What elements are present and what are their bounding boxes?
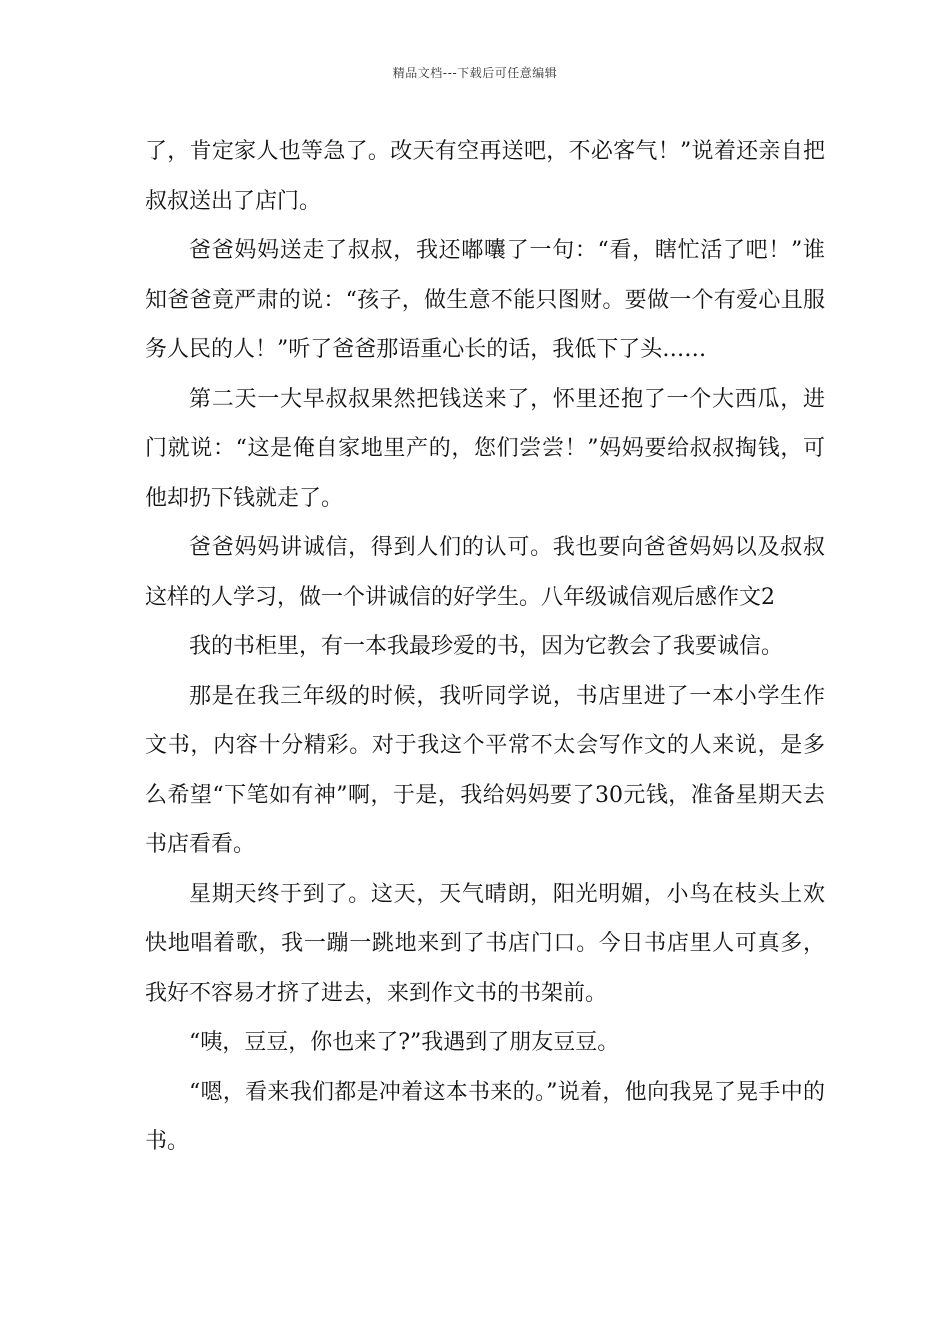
paragraph: 我的书柜里，有一本我最珍爱的书，因为它教会了我要诚信。 xyxy=(189,634,784,659)
paragraph: 第二天一大早叔叔果然把钱送来了，怀里还抱了一个大西瓜，进门就说：“这是俺自家地里产的，您们尝尝！”妈妈要给叔叔掏钱，可他却扔下钱就走了。 xyxy=(145,386,825,511)
page-header: 精品文档---下载后可任意编辑 xyxy=(392,66,558,80)
paragraph: 那是在我三年级的时候，我听同学说，书店里进了一本小学生作文书，内容十分精彩。对于我这个平常不太会写作文的人来说，是多么希望“下笔如有神”啊，于是，我给妈妈要了30元钱，准备星期天去书店看看。 xyxy=(145,683,825,857)
paragraph: 爸爸妈妈送走了叔叔，我还嘟囔了一句：“看，瞎忙活了吧！”谁知爸爸竟严肃的说：“孩子，做生意不能只图财。要做一个有爱心且服务人民的人！”听了爸爸那语重心长的话，我低下了头…… xyxy=(145,238,825,362)
paragraph: “嗯，看来我们都是冲着这本书来的。”说着，他向我晃了晃手中的书。 xyxy=(145,1079,825,1154)
paragraph: “咦，豆豆，你也来了?”我遇到了朋友豆豆。 xyxy=(189,1030,620,1055)
paragraph: 爸爸妈妈讲诚信，得到人们的认可。我也要向爸爸妈妈以及叔叔这样的人学习，做一个讲诚信的好学生。八年级诚信观后感作文2 xyxy=(145,535,825,610)
document-body xyxy=(145,127,825,1167)
paragraph: 星期天终于到了。这天，天气晴朗，阳光明媚，小鸟在枝头上欢快地唱着歌，我一蹦一跳地来到了书店门口。今日书店里人可真多，我好不容易才挤了进去，来到作文书的书架前。 xyxy=(145,881,825,1006)
paragraph: 了，肯定家人也等急了。改天有空再送吧，不必客气！”说着还亲自把叔叔送出了店门。 xyxy=(145,139,825,214)
